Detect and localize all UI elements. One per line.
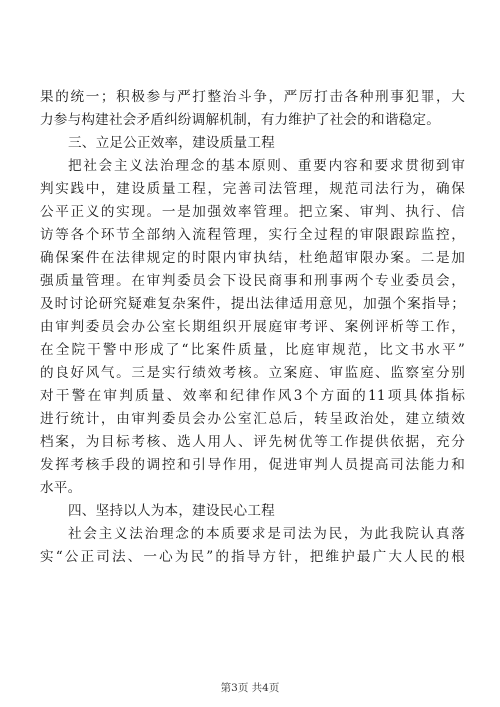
paragraph-first-line: 社会主义法治理念的本质要求是司法为民，为此我院认真落	[68, 526, 465, 542]
paragraph-line: 发挥考核手段的调控和引导作用，促进审判人员提高司法能力和	[40, 457, 465, 473]
document-body	[40, 86, 465, 569]
paragraph-line: 果的统一；积极参与严打整治斗争，严厉打击各种刑事犯罪，大	[40, 89, 465, 105]
paragraph-line: 实“公正司法、一心为民”的指导方针，把维护最广大人民的根	[40, 549, 465, 565]
page-footer: 第3页 共4页	[220, 682, 280, 694]
paragraph-line: 由审判委员会办公室长期组织开展庭审考评、案例评析等工作，	[40, 319, 465, 335]
paragraph-last-line: 力参与构建社会矛盾纠纷调解机制，有力维护了社会的和谐稳定。	[40, 112, 441, 128]
paragraph-last-line: 水平。	[40, 480, 82, 496]
paragraph-first-line: 把社会主义法治理念的基本原则、重要内容和要求贯彻到审	[68, 158, 465, 174]
section-heading: 四、坚持以人为本，建设民心工程	[68, 503, 275, 519]
paragraph-line: 对干警在审判质量、效率和纪律作风3个方面的11项具体指标	[40, 388, 465, 404]
paragraph-line: 档案，为目标考核、选人用人、评先树优等工作提供依据，充分	[40, 434, 465, 450]
paragraph-line: 及时讨论研究疑难复杂案件，提出法律适用意见，加强个案指导；	[40, 296, 465, 312]
section-heading: 三、立足公正效率，建设质量工程	[68, 135, 275, 151]
paragraph-line: 强质量管理。在审判委员会下设民商事和刑事两个专业委员会，	[40, 273, 465, 289]
paragraph-line: 进行统计，由审判委员会办公室汇总后，转呈政治处，建立绩效	[40, 411, 465, 427]
paragraph-line: 判实践中，建设质量工程，完善司法管理，规范司法行为，确保	[40, 181, 465, 197]
paragraph-line: 确保案件在法律规定的时限内审执结，杜绝超审限办案。二是加	[40, 250, 465, 266]
paragraph-line: 在全院干警中形成了“比案件质量，比庭审规范，比文书水平”	[40, 342, 465, 358]
paragraph-line: 的良好风气。三是实行绩效考核。立案庭、审监庭、监察室分别	[40, 365, 465, 381]
paragraph-line: 公平正义的实现。一是加强效率管理。把立案、审判、执行、信	[40, 204, 465, 220]
paragraph-line: 访等各个环节全部纳入流程管理，实行全过程的审限跟踪监控，	[40, 227, 465, 243]
